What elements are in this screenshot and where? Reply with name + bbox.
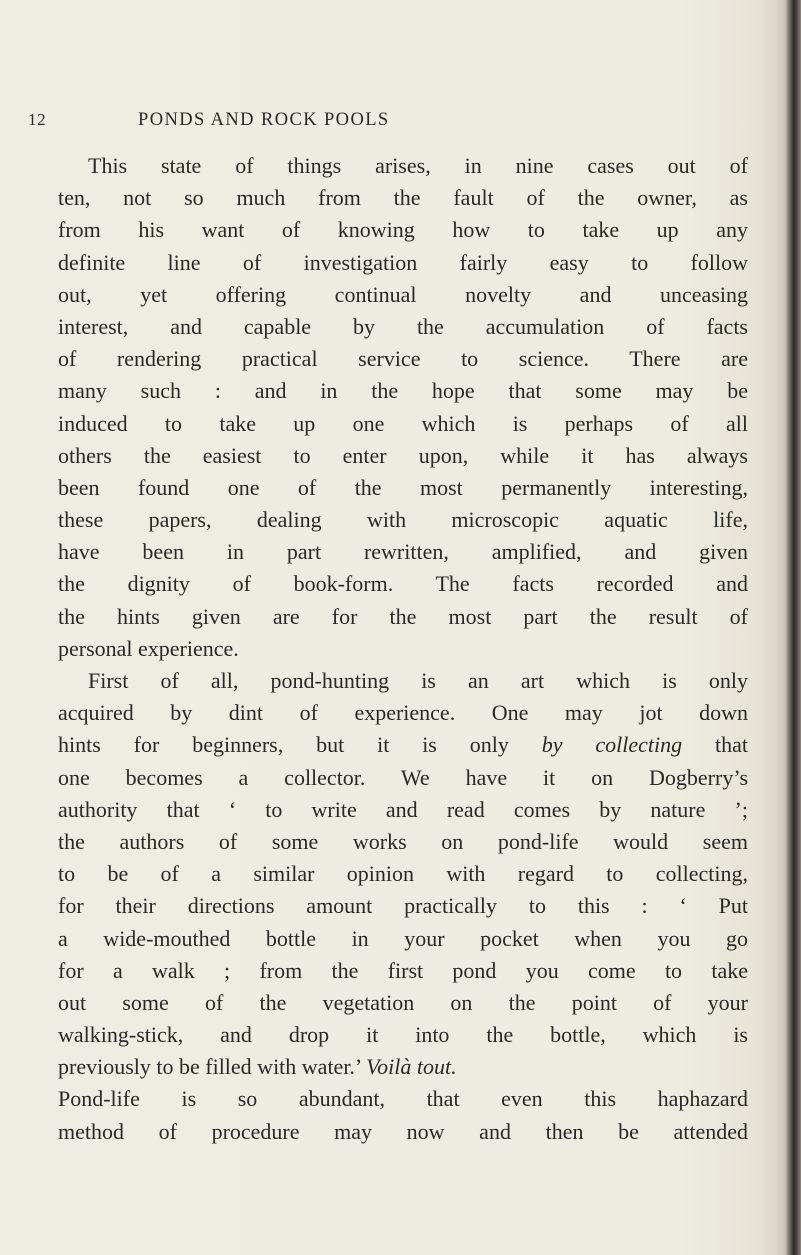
text-segment: that bbox=[682, 732, 748, 758]
text-line: interest, and capable by the accumulation of facts bbox=[58, 313, 748, 339]
text-line: the dignity of book-form. The facts recorded and bbox=[58, 571, 748, 597]
text-line: a wide-mouthed bottle in your pocket when you go bbox=[58, 925, 748, 951]
text-line: the hints given are for the most part the result of bbox=[58, 603, 748, 629]
text-line: acquired by dint of experience. One may jot down bbox=[58, 700, 748, 726]
text-line bbox=[58, 1051, 748, 1083]
text-line: out some of the vegetation on the point of your bbox=[58, 989, 748, 1015]
text-line: definite line of investigation fairly easy to follow bbox=[58, 249, 748, 275]
text-segment: previously to be filled with water.’ bbox=[58, 1054, 367, 1080]
text-line: for a walk ; from the first pond you come to take bbox=[58, 957, 748, 983]
running-head bbox=[28, 110, 628, 136]
text-line: personal experience. bbox=[58, 635, 239, 661]
text-line: others the easiest to enter upon, while it has always bbox=[58, 442, 748, 468]
text-line: First of all, pond-hunting is an art which is only bbox=[88, 668, 748, 693]
text-line: of rendering practical service to science. There are bbox=[58, 346, 748, 372]
text-line: one becomes a collector. We have it on Dogberry’s bbox=[58, 764, 748, 790]
text-segment: hints for beginners, but it is only bbox=[58, 732, 542, 758]
text-line: many such : and in the hope that some may be bbox=[58, 378, 748, 404]
emphasis-text: by collecting bbox=[541, 732, 683, 758]
text-line: for their directions amount practically to this : ‘ Put bbox=[58, 893, 748, 919]
body-text bbox=[58, 150, 748, 1148]
text-line: these papers, dealing with microscopic aquatic life, bbox=[58, 507, 748, 533]
text-line: ten, not so much from the fault of the owner, as bbox=[58, 185, 748, 211]
text-line: This state of things arises, in nine cases out of bbox=[88, 153, 748, 178]
text-line: walking-stick, and drop it into the bottle, which is bbox=[58, 1022, 748, 1048]
text-line: from his want of knowing how to take up any bbox=[58, 217, 748, 243]
text-line bbox=[58, 729, 748, 761]
emphasis-text: Voilà tout. bbox=[366, 1054, 457, 1080]
text-line: method of procedure may now and then be attended bbox=[58, 1118, 748, 1144]
text-line: Pond-life is so abundant, that even this haphazard bbox=[58, 1086, 748, 1112]
book-binding-shadow bbox=[761, 0, 801, 1255]
running-title: PONDS AND ROCK POOLS bbox=[138, 110, 390, 130]
text-line: the authors of some works on pond-life would seem bbox=[58, 828, 748, 854]
page-number: 12 bbox=[28, 110, 47, 129]
text-line: to be of a similar opinion with regard to collecting, bbox=[58, 861, 748, 887]
text-line: out, yet offering continual novelty and unceasing bbox=[58, 281, 748, 307]
text-line: authority that ‘ to write and read comes by nature ’; bbox=[58, 796, 748, 822]
text-line: induced to take up one which is perhaps of all bbox=[58, 410, 748, 436]
text-line: been found one of the most permanently interesting, bbox=[58, 474, 748, 500]
text-line: have been in part rewritten, amplified, and given bbox=[58, 539, 748, 565]
